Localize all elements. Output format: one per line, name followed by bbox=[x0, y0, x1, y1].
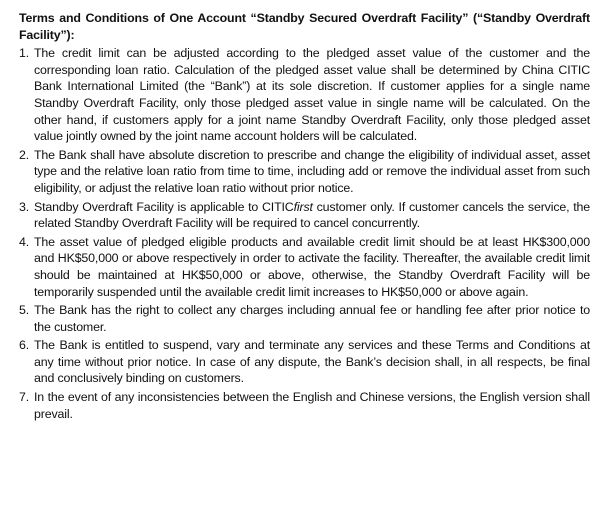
item-text: The Bank is entitled to suspend, vary and terminate any services and these Terms and Conditions at any time without prior notice. In case of any dispute, the Bank’s decision shall, in all respects, be final and conclusively binding on customers. bbox=[34, 338, 590, 386]
item-text: The Bank shall have absolute discretion to prescribe and change the eligibility of individual asset, asset type and the relative loan ratio from time to time, including add or remove the individual asset from such eligibility, or adjust the relative loan ratio without prior notice. bbox=[34, 147, 590, 195]
item-text-after: customer only. If customer cancels the service, the related Standby Overdraft Facility will be required to cancel concurrently. bbox=[34, 199, 590, 231]
item-number: 1. bbox=[19, 46, 30, 61]
item-text bbox=[34, 200, 590, 231]
terms-item-5 bbox=[19, 302, 590, 335]
item-number: 6. bbox=[19, 338, 30, 353]
item-text-emphasis: first bbox=[293, 199, 313, 214]
terms-item-1 bbox=[19, 45, 590, 145]
item-text: The credit limit can be adjusted according to the pledged asset value of the customer and the corresponding loan ratio. Calculation of the pledged asset value shall be determined by China CITIC Bank International Limited (the “Bank”) at its sole discretion. If customer applies for a single name Standby Overdraft Facility, only those pledged asset value in single name will be calculated. On the other hand, if customers apply for a joint name Standby Overdraft Facility, only those pledged asset value jointly owned by the joint name account holders will be calculated. bbox=[34, 46, 590, 144]
item-text: The Bank has the right to collect any charges including annual fee or handling fee after prior notice to the customer. bbox=[34, 303, 590, 334]
item-text: In the event of any inconsistencies between the English and Chinese versions, the English version shall prevail. bbox=[34, 390, 590, 421]
item-text: The asset value of pledged eligible products and available credit limit should be at least HK$300,000 and HK$50,000 or above respectively in order to activate the facility. Thereafter, the available credit limit should be maintained at HK$50,000 or above, otherwise, the Standby Overdraft Facility will be temporarily suspended until the available credit limit increases to HK$50,000 or above again. bbox=[34, 234, 590, 299]
item-number: 2. bbox=[19, 147, 30, 162]
item-text-before: Standby Overdraft Facility is applicable to CITIC bbox=[34, 199, 294, 214]
terms-item-7 bbox=[19, 389, 590, 422]
terms-item-3 bbox=[19, 199, 590, 232]
item-number: 5. bbox=[19, 303, 30, 318]
item-number: 3. bbox=[19, 199, 30, 214]
item-number: 4. bbox=[19, 234, 30, 249]
item-number: 7. bbox=[19, 390, 30, 405]
terms-item-4 bbox=[19, 234, 590, 300]
terms-item-6 bbox=[19, 337, 590, 387]
document-title: Terms and Conditions of One Account “Standby Secured Overdraft Facility” (“Standby Overdraft Facility”): bbox=[19, 11, 590, 42]
terms-item-2 bbox=[19, 147, 590, 197]
terms-list bbox=[19, 45, 590, 422]
